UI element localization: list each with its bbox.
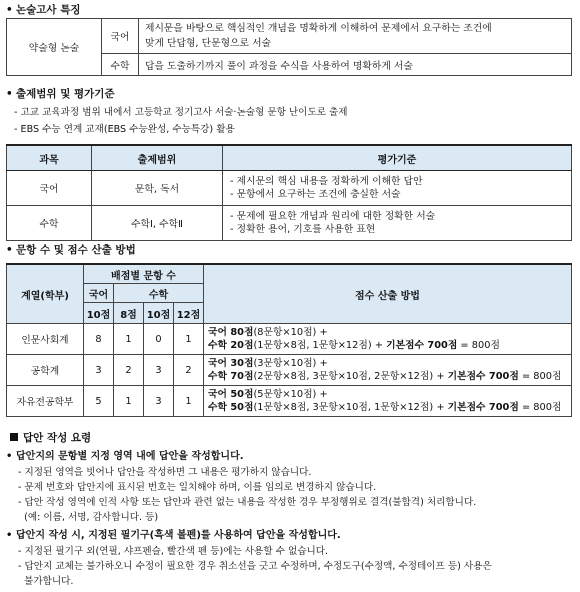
guideline-bullet: • 답안지 작성 시, 지정된 필기구(흑색 볼펜)를 사용하여 답안을 작성합니다.	[6, 530, 341, 541]
count-cell: 5	[84, 386, 114, 417]
table-row	[7, 324, 572, 355]
math-description: 답을 도출하기까지 풀이 과정을 수식을 사용하여 명확하게 서술	[139, 54, 572, 76]
category-cell: 약술형 논술	[7, 19, 102, 76]
count-cell: 3	[84, 355, 114, 386]
subject-math: 수학	[102, 54, 139, 76]
count-cell: 3	[144, 355, 174, 386]
table-row	[7, 355, 572, 386]
table-row	[7, 386, 572, 417]
header-points: 12점	[174, 303, 204, 324]
row-scope: 문학, 독서	[92, 171, 223, 206]
header-points: 8점	[114, 303, 144, 324]
group-name: 공학계	[7, 355, 84, 386]
method-cell: 국어 50점(5문항×10점) + 수학 50점(1문항×8점, 3문항×10점, 1문항×12점) + 기본점수 700점 = 800점	[204, 386, 572, 417]
method-cell: 국어 30점(3문항×10점) + 수학 70점(2문항×8점, 3문항×10점, 2문항×12점) + 기본점수 700점 = 800점	[204, 355, 572, 386]
guideline-line: - 지정된 영역을 빗어나 답안을 작성하면 그 내용은 평가하지 않습니다.	[18, 467, 312, 478]
count-cell: 8	[84, 324, 114, 355]
header-subject: 과목	[7, 145, 92, 171]
row-subject: 국어	[7, 171, 92, 206]
count-cell: 2	[174, 355, 204, 386]
count-cell: 1	[114, 324, 144, 355]
section-title-scope: • 출제범위 및 평가기준	[6, 88, 115, 100]
header-scope: 출제범위	[92, 145, 223, 171]
guideline-line: - 문제 번호와 답안지에 표시된 번호는 일치해야 하며, 이를 임의로 변경하지 않습니다.	[18, 482, 377, 493]
header-group: 계열(학부)	[7, 264, 84, 324]
section-title-guidelines: 답안 작성 요령	[10, 430, 91, 445]
scope-line: - 고교 교육과정 범위 내에서 고등학교 정기고사 서술·논술형 문항 난이도로 출제	[14, 107, 348, 118]
guideline-line: - 지정된 필기구 외(연필, 샤프펜슬, 빨간색 펜 등)에는 사용할 수 없습니다.	[18, 546, 329, 557]
guideline-line: - 답안 작성 영역에 인적 사항 또는 답안과 관련 없는 내용을 작성한 경우 부정행위로 결격(불합격) 처리합니다.	[18, 497, 477, 508]
guideline-line: - 답안지 교체는 불가하오니 수정이 필요한 경우 취소선을 긋고 수정하며, 수정도구(수정액, 수정테이프 등) 사용은	[18, 561, 492, 572]
count-cell: 1	[174, 324, 204, 355]
header-criteria: 평가기준	[223, 145, 572, 171]
features-table	[6, 18, 572, 76]
group-name: 인문사회계	[7, 324, 84, 355]
group-name: 자유전공학부	[7, 386, 84, 417]
square-bullet-icon	[10, 433, 18, 441]
scope-table	[6, 144, 572, 241]
header-points: 10점	[144, 303, 174, 324]
count-cell: 2	[114, 355, 144, 386]
count-cell: 1	[174, 386, 204, 417]
korean-description: 제시문을 바탕으로 핵심적인 개념을 명확하게 이해하여 문제에서 요구하는 조건에 맞게 단답형, 단문형으로 서술	[139, 19, 572, 54]
row-subject: 수학	[7, 206, 92, 241]
subject-korean: 국어	[102, 19, 139, 54]
row-criteria: - 문제에 필요한 개념과 원리에 대한 정확한 서술 - 정확한 용어, 기호를 사용한 표현	[223, 206, 572, 241]
header-points: 10점	[84, 303, 114, 324]
guideline-line: 불가합니다.	[18, 576, 74, 587]
header-korean: 국어	[84, 284, 114, 303]
scope-line: - EBS 수능 연계 교재(EBS 수능완성, 수능특강) 활용	[14, 124, 235, 135]
row-criteria: - 제시문의 핵심 내용을 정확하게 이해한 답안 - 문항에서 요구하는 조건에 충실한 서술	[223, 171, 572, 206]
guideline-line: (예: 이름, 서명, 감사합니다. 등)	[18, 512, 159, 523]
count-cell: 3	[144, 386, 174, 417]
header-allocation: 배점별 문항 수	[84, 264, 204, 284]
row-scope: 수학Ⅰ, 수학Ⅱ	[92, 206, 223, 241]
section-title-scoring: • 문항 수 및 점수 산출 방법	[6, 244, 136, 256]
header-math: 수학	[114, 284, 204, 303]
header-method: 점수 산출 방법	[204, 264, 572, 324]
count-cell: 0	[144, 324, 174, 355]
method-cell: 국어 80점(8문항×10점) + 수학 20점(1문항×8점, 1문항×12점) + 기본점수 700점 = 800점	[204, 324, 572, 355]
scoring-table	[6, 263, 572, 417]
guideline-bullet: • 답안지의 문항별 지정 영역 내에 답안을 작성합니다.	[6, 451, 244, 462]
section-title-features: • 논술고사 특징	[6, 4, 81, 16]
count-cell: 1	[114, 386, 144, 417]
